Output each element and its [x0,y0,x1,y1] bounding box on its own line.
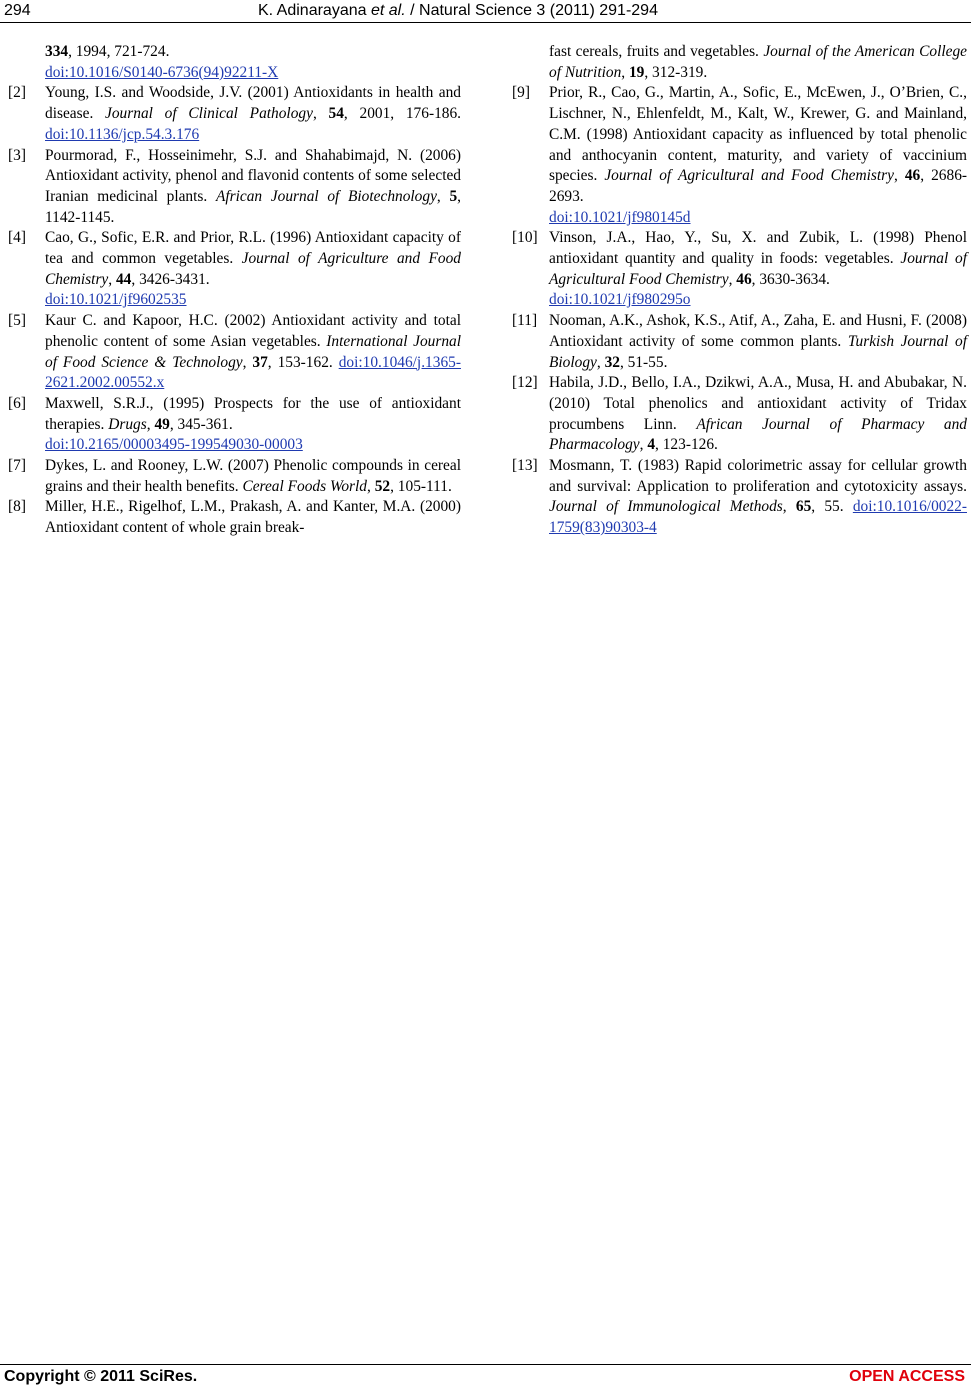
doi-link[interactable]: doi:10.1016/0022-1759(83)90303-4 [549,498,967,537]
ref-rest: , 105-111. [390,477,452,495]
reference-3 [8,146,461,229]
ref-journal: African Journal of Pharmacy and Pharmacology [549,415,967,454]
ref-number: [6] [8,394,26,412]
ref-number: [9] [512,84,530,102]
ref-volume: 19 [628,63,645,81]
reference-1-continuation [8,42,461,83]
ref-rest: , 51-55. [619,353,668,371]
ref-journal: Turkish Journal of Biology [549,332,967,371]
reference-10 [512,228,967,311]
reference-13 [512,456,967,539]
ref-rest: , 123-126. [655,436,718,454]
ref-separator: , [146,415,155,433]
doi-link[interactable]: doi:10.1021/jf980295o [549,291,691,309]
ref-journal: Journal of Agricultural Food Chemistry [549,250,967,288]
ref-journal: Drugs [108,415,147,433]
ref-separator: , [242,353,253,371]
ref-number: [10] [512,229,538,247]
ref-rest: , 1994, 721-724. [68,43,170,60]
ref-separator: , [596,353,605,371]
ref-volume: 44 [115,270,132,288]
ref-number: [5] [8,312,26,330]
ref-number: [4] [8,229,26,247]
ref-authors: Nooman, A.K., Ashok, K.S., Atif, A., Zaha, E. and Husni, F. (2008) Antioxidant activity of some common plants. [549,312,967,350]
reference-7 [8,456,461,497]
ref-rest: , 2686-2693. [549,167,968,205]
ref-volume: 4 [647,436,656,454]
ref-text: fast cereals, fruits and vegetables. [549,43,764,60]
ref-number: [2] [8,84,26,102]
ref-volume: 334 [45,43,69,60]
ref-journal: International Journal of Food Science & Technology [45,332,461,371]
ref-rest: , 345-361. [169,415,233,433]
ref-volume: 65 [795,498,812,516]
ref-rest: , 1142-1145. [45,187,462,226]
ref-authors: Pourmorad, F., Hosseinimehr, S.J. and Shahabimajd, N. (2006) Antioxidant activity, phenol and flavonid contents of some selected Iranian medicinal plants. [45,146,461,205]
ref-separator: , [893,167,905,185]
ref-number: [3] [8,146,26,164]
ref-authors: Dykes, L. and Rooney, L.W. (2007) Phenolic compounds in cereal grains and their health benefits. [45,457,461,495]
reference-4 [8,228,461,311]
doi-link[interactable]: doi:10.1016/S0140-6736(94)92211-X [45,63,279,81]
ref-authors: Prior, R., Cao, G., Martin, A., Sofic, E., McEwen, J., O’Brien, C., Lischner, N., Ehlenfeldt, M., Kalt, W., Krewer, G. and Mainland, C.M. (1998) Antioxidant capacity as influenced by total phenolic and anthocyanin content, maturity, and variety of vaccinium species. [549,84,967,185]
ref-separator: , [108,270,116,288]
ref-journal: Journal of Immunological Methods [549,498,783,516]
ref-rest: , 3426-3431. [131,270,210,288]
ref-rest: , 55. [811,498,853,516]
ref-separator: , [639,436,648,454]
doi-link[interactable]: doi:10.1021/jf9602535 [45,291,187,309]
ref-rest: , 2001, 176-186. [343,105,462,123]
ref-separator: , [782,498,796,516]
footer-rule [0,1364,971,1365]
ref-journal: African Journal of Biotechnology [215,187,437,205]
reference-8-continuation [512,42,967,83]
ref-authors: Miller, H.E., Rigelhof, L.M., Prakash, A. and Kanter, M.A. (2000) Antioxidant content of whole grain break- [45,498,461,537]
reference-2 [8,83,461,145]
ref-number: [8] [8,498,26,516]
ref-journal: Journal of Agriculture and Food Chemistry [45,250,461,288]
ref-number: [11] [512,312,538,330]
ref-volume: 52 [374,477,391,495]
ref-number: [13] [512,457,538,475]
reference-8 [8,497,461,538]
doi-link[interactable]: doi:10.1021/jf980145d [549,208,691,226]
reference-5 [8,311,461,394]
ref-separator: , [436,187,450,205]
ref-authors: Vinson, J.A., Hao, Y., Su, X. and Zubik, L. (1998) Phenol antioxidant quantity and quality in foods: vegetables. [549,229,967,268]
ref-volume: 46 [904,167,921,185]
doi-link[interactable]: doi:10.1046/j.1365-2621.2002.00552.x [45,353,461,392]
reference-9 [512,83,967,228]
ref-volume: 46 [736,270,752,288]
ref-journal: Journal of Clinical Pathology [105,105,313,123]
ref-journal: Journal of Agricultural and Food Chemistry [604,167,894,185]
ref-authors: Mosmann, T. (1983) Rapid colorimetric assay for cellular growth and survival: Application to proliferation and cytotoxicity assays. [549,457,967,495]
running-title [258,2,658,20]
ref-volume: 5 [449,187,458,205]
header-authors: K. Adinarayana [258,2,367,19]
header-et-al: et al. [370,2,406,19]
ref-journal: Journal of the American College of Nutrition [549,43,968,81]
ref-number: [7] [8,457,26,475]
doi-link[interactable]: doi:10.1136/jcp.54.3.176 [45,125,200,143]
ref-separator: , [312,105,329,123]
page-number: 294 [4,2,31,19]
running-header [0,0,971,24]
ref-authors: Habila, J.D., Bello, I.A., Dzikwi, A.A., Musa, H. and Abubakar, N. (2010) Total phenolics and antioxidant activity of Tridax procumbens Linn. [549,374,967,433]
ref-authors: Maxwell, S.R.J., (1995) Prospects for the use of antioxidant therapies. [45,394,461,433]
ref-journal: Cereal Foods World [242,477,368,495]
ref-volume: 32 [604,353,620,371]
ref-rest: , 312-319. [644,63,708,81]
ref-volume: 37 [252,353,268,371]
header-journal: / Natural Science 3 (2011) 291-294 [410,2,658,19]
ref-volume: 49 [154,415,170,433]
right-column [512,42,967,539]
ref-authors: Kaur C. and Kapoor, H.C. (2002) Antioxidant activity and total phenolic content of some Asian vegetables. [45,312,461,350]
ref-rest: , 3630-3634. [751,270,830,288]
ref-authors: Young, I.S. and Woodside, J.V. (2001) Antioxidants in health and disease. [45,84,461,123]
open-access-label: OPEN ACCESS [849,1368,965,1385]
ref-authors: Cao, G., Sofic, E.R. and Prior, R.L. (1996) Antioxidant capacity of tea and common vegetables. [45,229,461,268]
header-rule [0,22,971,23]
ref-separator: , [728,270,737,288]
reference-12 [512,373,967,456]
copyright-notice: Copyright © 2011 SciRes. [4,1368,198,1385]
doi-link[interactable]: doi:10.2165/00003495-199549030-00003 [45,436,303,454]
ref-separator: , [621,63,629,81]
ref-volume: 54 [328,105,344,123]
page-footer [0,1364,971,1388]
left-column [8,42,461,539]
ref-rest: , 153-162. [267,353,339,371]
ref-separator: , [367,477,375,495]
reference-11 [512,311,967,373]
ref-number: [12] [512,374,538,392]
reference-6 [8,394,461,456]
